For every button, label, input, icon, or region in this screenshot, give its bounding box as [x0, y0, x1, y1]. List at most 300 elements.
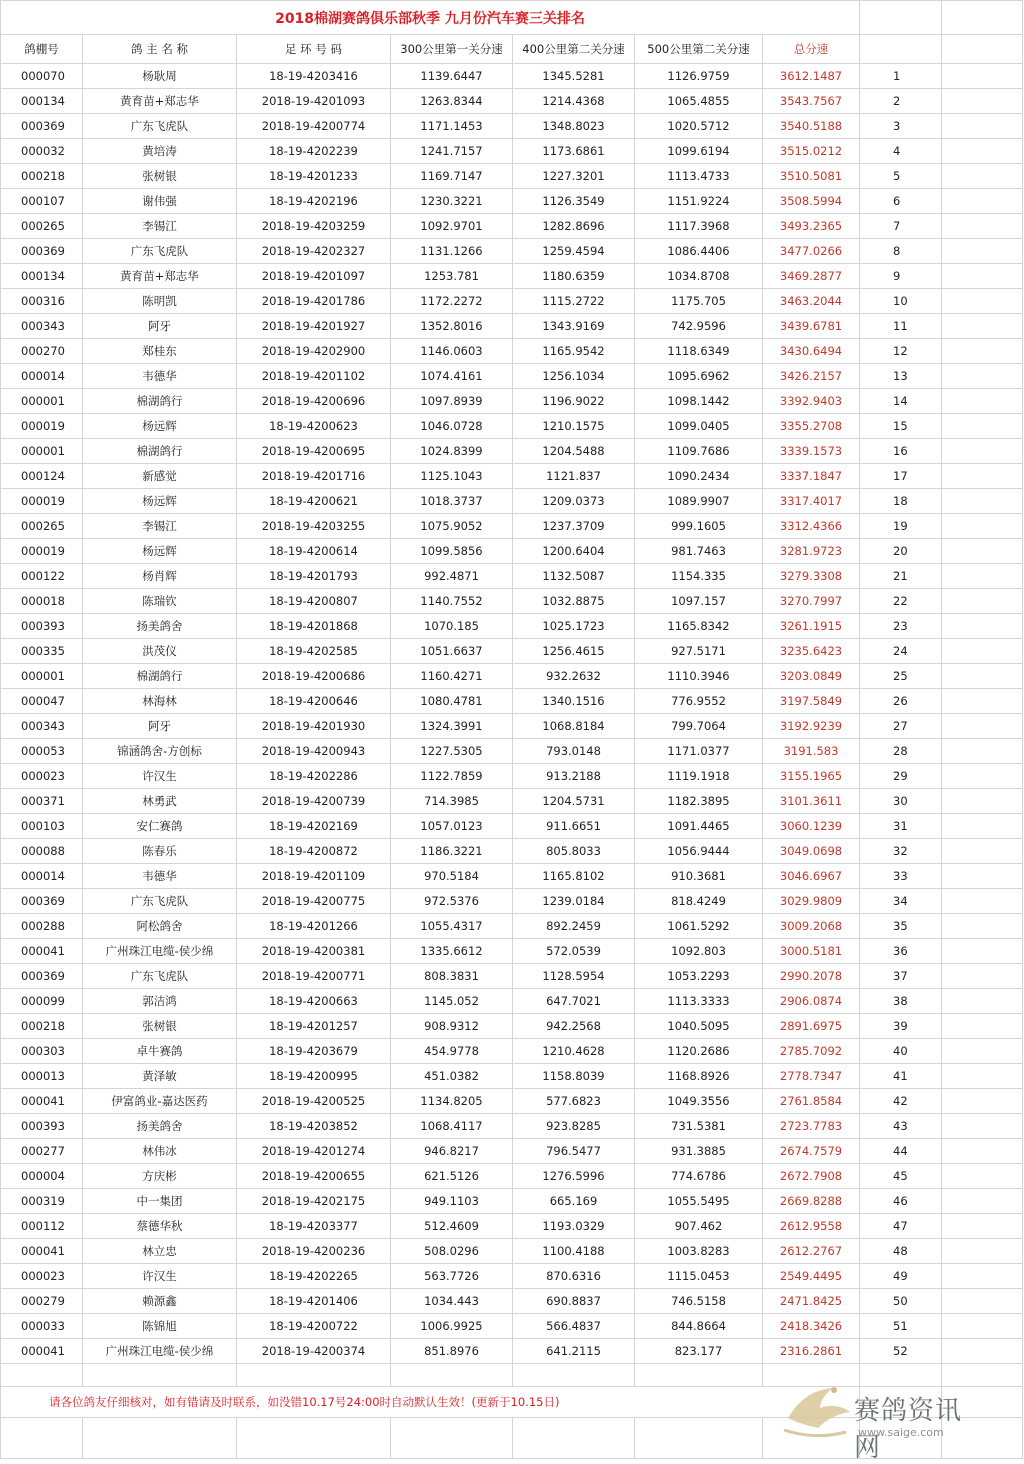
speed-500-cell: 1049.3556 [635, 1089, 763, 1114]
rank-cell: 28 [860, 739, 942, 764]
rank-cell: 19 [860, 514, 942, 539]
ring-number-cell: 18-19-4201793 [237, 564, 391, 589]
total-speed-cell: 3191.583 [763, 739, 860, 764]
total-speed-cell: 2612.9558 [763, 1214, 860, 1239]
table-row [1, 889, 1023, 914]
owner-name-cell: 广东飞虎队 [83, 889, 237, 914]
rank-cell: 18 [860, 489, 942, 514]
owner-name-cell: 卓牛赛鸽 [83, 1039, 237, 1064]
rank-cell: 6 [860, 189, 942, 214]
loft-number-cell: 000319 [1, 1189, 83, 1214]
loft-number-cell: 000099 [1, 989, 83, 1014]
table-row [1, 1114, 1023, 1139]
loft-number-cell: 000019 [1, 414, 83, 439]
table-row [1, 339, 1023, 364]
total-speed-cell: 2785.7092 [763, 1039, 860, 1064]
owner-name-cell: 广州珠江电缆-侯少绵 [83, 1339, 237, 1364]
ring-number-cell: 2018-19-4202900 [237, 339, 391, 364]
total-speed-cell: 2418.3426 [763, 1314, 860, 1339]
speed-300-cell: 1145.052 [391, 989, 513, 1014]
speed-500-cell: 776.9552 [635, 689, 763, 714]
speed-400-cell: 647.7021 [513, 989, 635, 1014]
empty-cell [513, 1418, 635, 1459]
total-speed-cell: 2761.8584 [763, 1089, 860, 1114]
ring-number-cell: 2018-19-4200695 [237, 439, 391, 464]
ring-number-cell: 18-19-4200646 [237, 689, 391, 714]
empty-cell [942, 564, 1023, 589]
loft-number-cell: 000218 [1, 164, 83, 189]
speed-300-cell: 1134.8205 [391, 1089, 513, 1114]
speed-500-cell: 818.4249 [635, 889, 763, 914]
speed-400-cell: 923.8285 [513, 1114, 635, 1139]
speed-300-cell: 1097.8939 [391, 389, 513, 414]
rank-cell: 48 [860, 1239, 942, 1264]
empty-cell [942, 689, 1023, 714]
speed-300-cell: 621.5126 [391, 1164, 513, 1189]
speed-500-cell: 1115.0453 [635, 1264, 763, 1289]
table-row [1, 739, 1023, 764]
col-header-speed-500: 500公里第二关分速 [635, 35, 763, 64]
empty-cell [942, 264, 1023, 289]
table-row [1, 939, 1023, 964]
empty-cell [942, 714, 1023, 739]
speed-400-cell: 1209.0373 [513, 489, 635, 514]
table-row [1, 964, 1023, 989]
ring-number-cell: 2018-19-4202327 [237, 239, 391, 264]
ring-number-cell: 2018-19-4200774 [237, 114, 391, 139]
ring-number-cell: 2018-19-4202175 [237, 1189, 391, 1214]
speed-400-cell: 942.2568 [513, 1014, 635, 1039]
speed-500-cell: 910.3681 [635, 864, 763, 889]
sheet-title: 2018棉湖赛鸽俱乐部秋季 九月份汽车赛三关排名 [1, 1, 860, 35]
speed-400-cell: 566.4837 [513, 1314, 635, 1339]
loft-number-cell: 000343 [1, 314, 83, 339]
loft-number-cell: 000369 [1, 889, 83, 914]
owner-name-cell: 谢伟强 [83, 189, 237, 214]
ring-number-cell: 18-19-4201266 [237, 914, 391, 939]
owner-name-cell: 杨远辉 [83, 489, 237, 514]
total-speed-cell: 3203.0849 [763, 664, 860, 689]
speed-300-cell: 992.4871 [391, 564, 513, 589]
table-row [1, 1314, 1023, 1339]
loft-number-cell: 000023 [1, 1264, 83, 1289]
ring-number-cell: 18-19-4201406 [237, 1289, 391, 1314]
ring-number-cell: 18-19-4200807 [237, 589, 391, 614]
rank-cell: 20 [860, 539, 942, 564]
speed-500-cell: 799.7064 [635, 714, 763, 739]
rank-cell: 10 [860, 289, 942, 314]
speed-500-cell: 1020.5712 [635, 114, 763, 139]
speed-400-cell: 1237.3709 [513, 514, 635, 539]
loft-number-cell: 000279 [1, 1289, 83, 1314]
speed-300-cell: 454.9778 [391, 1039, 513, 1064]
table-row [1, 214, 1023, 239]
empty-cell [942, 1264, 1023, 1289]
empty-cell [237, 1364, 391, 1387]
rank-cell: 40 [860, 1039, 942, 1064]
loft-number-cell: 000303 [1, 1039, 83, 1064]
total-speed-cell: 3426.2157 [763, 364, 860, 389]
owner-name-cell: 陈春乐 [83, 839, 237, 864]
speed-500-cell: 1089.9907 [635, 489, 763, 514]
loft-number-cell: 000041 [1, 939, 83, 964]
ring-number-cell: 18-19-4201257 [237, 1014, 391, 1039]
empty-cell [942, 414, 1023, 439]
table-row [1, 389, 1023, 414]
ring-number-cell: 18-19-4200614 [237, 539, 391, 564]
rank-cell: 30 [860, 789, 942, 814]
owner-name-cell: 棉湖鸽行 [83, 439, 237, 464]
empty-cell [942, 189, 1023, 214]
rank-cell: 46 [860, 1189, 942, 1214]
total-speed-cell: 3543.7567 [763, 89, 860, 114]
speed-300-cell: 1034.443 [391, 1289, 513, 1314]
empty-cell [942, 889, 1023, 914]
speed-300-cell: 1046.0728 [391, 414, 513, 439]
total-speed-cell: 3192.9239 [763, 714, 860, 739]
loft-number-cell: 000316 [1, 289, 83, 314]
owner-name-cell: 棉湖鸽行 [83, 389, 237, 414]
rank-cell: 27 [860, 714, 942, 739]
speed-400-cell: 932.2632 [513, 664, 635, 689]
speed-500-cell: 1098.1442 [635, 389, 763, 414]
rank-cell: 9 [860, 264, 942, 289]
rank-cell: 23 [860, 614, 942, 639]
speed-400-cell: 690.8837 [513, 1289, 635, 1314]
total-speed-cell: 3392.9403 [763, 389, 860, 414]
speed-500-cell: 1040.5095 [635, 1014, 763, 1039]
loft-number-cell: 000053 [1, 739, 83, 764]
ring-number-cell: 2018-19-4201102 [237, 364, 391, 389]
speed-300-cell: 1146.0603 [391, 339, 513, 364]
ring-number-cell: 18-19-4203679 [237, 1039, 391, 1064]
speed-500-cell: 1095.6962 [635, 364, 763, 389]
ring-number-cell: 18-19-4201868 [237, 614, 391, 639]
ring-number-cell: 2018-19-4203259 [237, 214, 391, 239]
empty-cell [942, 814, 1023, 839]
loft-number-cell: 000032 [1, 139, 83, 164]
table-row [1, 64, 1023, 89]
rank-cell: 51 [860, 1314, 942, 1339]
speed-400-cell: 1256.4615 [513, 639, 635, 664]
table-row [1, 914, 1023, 939]
ring-number-cell: 18-19-4203377 [237, 1214, 391, 1239]
speed-400-cell: 913.2188 [513, 764, 635, 789]
speed-500-cell: 1090.2434 [635, 464, 763, 489]
total-speed-cell: 2672.7908 [763, 1164, 860, 1189]
speed-500-cell: 927.5171 [635, 639, 763, 664]
speed-400-cell: 1128.5954 [513, 964, 635, 989]
total-speed-cell: 3339.1573 [763, 439, 860, 464]
speed-400-cell: 1214.4368 [513, 89, 635, 114]
rank-cell: 26 [860, 689, 942, 714]
empty-cell [942, 1214, 1023, 1239]
speed-300-cell: 1160.4271 [391, 664, 513, 689]
owner-name-cell: 陈明凯 [83, 289, 237, 314]
loft-number-cell: 000134 [1, 89, 83, 114]
rank-cell: 44 [860, 1139, 942, 1164]
rank-cell: 31 [860, 814, 942, 839]
ring-number-cell: 2018-19-4200771 [237, 964, 391, 989]
ring-number-cell: 2018-19-4200686 [237, 664, 391, 689]
speed-400-cell: 1165.8102 [513, 864, 635, 889]
loft-number-cell: 000369 [1, 964, 83, 989]
speed-300-cell: 1018.3737 [391, 489, 513, 514]
loft-number-cell: 000019 [1, 539, 83, 564]
empty-cell [942, 114, 1023, 139]
empty-cell [942, 214, 1023, 239]
owner-name-cell: 广东飞虎队 [83, 114, 237, 139]
ring-number-cell: 18-19-4201233 [237, 164, 391, 189]
owner-name-cell: 郑桂东 [83, 339, 237, 364]
owner-name-cell: 韦德华 [83, 364, 237, 389]
total-speed-cell: 3009.2068 [763, 914, 860, 939]
speed-300-cell: 1024.8399 [391, 439, 513, 464]
ring-number-cell: 18-19-4200995 [237, 1064, 391, 1089]
owner-name-cell: 韦德华 [83, 864, 237, 889]
table-row [1, 1089, 1023, 1114]
speed-400-cell: 1348.8023 [513, 114, 635, 139]
empty-cell [942, 1314, 1023, 1339]
speed-300-cell: 1122.7859 [391, 764, 513, 789]
loft-number-cell: 000265 [1, 514, 83, 539]
empty-cell [860, 1, 942, 35]
owner-name-cell: 广州珠江电缆-侯少绵 [83, 939, 237, 964]
ring-number-cell: 2018-19-4201093 [237, 89, 391, 114]
total-speed-cell: 2674.7579 [763, 1139, 860, 1164]
speed-300-cell: 970.5184 [391, 864, 513, 889]
owner-name-cell: 阿牙 [83, 714, 237, 739]
owner-name-cell: 扬美鸽舍 [83, 614, 237, 639]
speed-500-cell: 1086.4406 [635, 239, 763, 264]
table-row [1, 1164, 1023, 1189]
speed-300-cell: 1006.9925 [391, 1314, 513, 1339]
speed-400-cell: 1204.5488 [513, 439, 635, 464]
loft-number-cell: 000001 [1, 389, 83, 414]
owner-name-cell: 张树银 [83, 164, 237, 189]
total-speed-cell: 3101.3611 [763, 789, 860, 814]
owner-name-cell: 黄育苗+郑志华 [83, 89, 237, 114]
ring-number-cell: 2018-19-4200236 [237, 1239, 391, 1264]
speed-500-cell: 1117.3968 [635, 214, 763, 239]
ring-number-cell: 18-19-4200621 [237, 489, 391, 514]
owner-name-cell: 阿松鸽舍 [83, 914, 237, 939]
owner-name-cell: 洪茂仪 [83, 639, 237, 664]
watermark-site-name: 赛鸽资讯网 [854, 1396, 963, 1463]
table-row [1, 189, 1023, 214]
speed-400-cell: 1210.1575 [513, 414, 635, 439]
empty-cell [942, 1164, 1023, 1189]
speed-400-cell: 1239.0184 [513, 889, 635, 914]
table-row [1, 539, 1023, 564]
total-speed-cell: 2471.8425 [763, 1289, 860, 1314]
speed-300-cell: 908.9312 [391, 1014, 513, 1039]
loft-number-cell: 000041 [1, 1339, 83, 1364]
empty-cell [942, 1014, 1023, 1039]
empty-cell [1, 1364, 83, 1387]
rank-cell: 37 [860, 964, 942, 989]
loft-number-cell: 000369 [1, 239, 83, 264]
rank-cell: 13 [860, 364, 942, 389]
speed-400-cell: 805.8033 [513, 839, 635, 864]
ring-number-cell: 18-19-4202196 [237, 189, 391, 214]
ring-number-cell: 2018-19-4200655 [237, 1164, 391, 1189]
speed-400-cell: 1256.1034 [513, 364, 635, 389]
loft-number-cell: 000393 [1, 614, 83, 639]
table-row [1, 839, 1023, 864]
speed-500-cell: 907.462 [635, 1214, 763, 1239]
rank-cell: 41 [860, 1064, 942, 1089]
loft-number-cell: 000018 [1, 589, 83, 614]
total-speed-cell: 2723.7783 [763, 1114, 860, 1139]
speed-500-cell: 1065.4855 [635, 89, 763, 114]
table-row [1, 1014, 1023, 1039]
empty-cell [942, 1339, 1023, 1364]
speed-500-cell: 1092.803 [635, 939, 763, 964]
empty-cell [942, 1189, 1023, 1214]
total-speed-cell: 3515.0212 [763, 139, 860, 164]
total-speed-cell: 2778.7347 [763, 1064, 860, 1089]
speed-500-cell: 981.7463 [635, 539, 763, 564]
speed-400-cell: 1032.8875 [513, 589, 635, 614]
table-row [1, 989, 1023, 1014]
owner-name-cell: 李锡江 [83, 514, 237, 539]
speed-400-cell: 1158.8039 [513, 1064, 635, 1089]
empty-cell [942, 514, 1023, 539]
speed-300-cell: 1171.1453 [391, 114, 513, 139]
speed-400-cell: 1180.6359 [513, 264, 635, 289]
rank-cell: 4 [860, 139, 942, 164]
speed-500-cell: 1168.8926 [635, 1064, 763, 1089]
speed-500-cell: 844.8664 [635, 1314, 763, 1339]
ring-number-cell: 18-19-4202585 [237, 639, 391, 664]
loft-number-cell: 000270 [1, 339, 83, 364]
rank-cell: 5 [860, 164, 942, 189]
ring-number-cell: 18-19-4200722 [237, 1314, 391, 1339]
ring-number-cell: 2018-19-4201274 [237, 1139, 391, 1164]
total-speed-cell: 3510.5081 [763, 164, 860, 189]
empty-cell [942, 914, 1023, 939]
col-header-loft: 鸽棚号 [1, 35, 83, 64]
rank-cell: 17 [860, 464, 942, 489]
speed-400-cell: 793.0148 [513, 739, 635, 764]
table-row [1, 614, 1023, 639]
speed-500-cell: 999.1605 [635, 514, 763, 539]
speed-400-cell: 1132.5087 [513, 564, 635, 589]
owner-name-cell: 张树银 [83, 1014, 237, 1039]
speed-300-cell: 972.5376 [391, 889, 513, 914]
rank-cell: 50 [860, 1289, 942, 1314]
rank-cell: 45 [860, 1164, 942, 1189]
table-row [1, 164, 1023, 189]
speed-400-cell: 572.0539 [513, 939, 635, 964]
ring-number-cell: 18-19-4202239 [237, 139, 391, 164]
table-row [1, 764, 1023, 789]
total-speed-cell: 2906.0874 [763, 989, 860, 1014]
empty-cell [942, 664, 1023, 689]
empty-cell [942, 139, 1023, 164]
rank-cell: 38 [860, 989, 942, 1014]
table-row [1, 1264, 1023, 1289]
empty-cell [83, 1364, 237, 1387]
speed-500-cell: 774.6786 [635, 1164, 763, 1189]
table-row [1, 1239, 1023, 1264]
empty-cell [942, 589, 1023, 614]
total-speed-cell: 3197.5849 [763, 689, 860, 714]
owner-name-cell: 棉湖鸽行 [83, 664, 237, 689]
total-speed-cell: 3355.2708 [763, 414, 860, 439]
owner-name-cell: 林伟冰 [83, 1139, 237, 1164]
speed-400-cell: 641.2115 [513, 1339, 635, 1364]
empty-cell [942, 314, 1023, 339]
rank-cell: 34 [860, 889, 942, 914]
empty-cell [237, 1418, 391, 1459]
loft-number-cell: 000218 [1, 1014, 83, 1039]
empty-cell [635, 1364, 763, 1387]
speed-400-cell: 1259.4594 [513, 239, 635, 264]
speed-300-cell: 1055.4317 [391, 914, 513, 939]
table-row [1, 689, 1023, 714]
owner-name-cell: 扬美鸽舍 [83, 1114, 237, 1139]
ring-number-cell: 2018-19-4200696 [237, 389, 391, 414]
owner-name-cell: 赖源鑫 [83, 1289, 237, 1314]
speed-500-cell: 1053.2293 [635, 964, 763, 989]
speed-500-cell: 742.9596 [635, 314, 763, 339]
empty-cell [391, 1364, 513, 1387]
total-speed-cell: 3060.1239 [763, 814, 860, 839]
loft-number-cell: 000014 [1, 364, 83, 389]
speed-300-cell: 1186.3221 [391, 839, 513, 864]
ring-number-cell: 18-19-4203852 [237, 1114, 391, 1139]
loft-number-cell: 000107 [1, 189, 83, 214]
speed-300-cell: 1057.0123 [391, 814, 513, 839]
loft-number-cell: 000019 [1, 489, 83, 514]
owner-name-cell: 黄泽敏 [83, 1064, 237, 1089]
speed-300-cell: 808.3831 [391, 964, 513, 989]
speed-300-cell: 563.7726 [391, 1264, 513, 1289]
empty-cell [942, 164, 1023, 189]
owner-name-cell: 郭洁鸿 [83, 989, 237, 1014]
speed-400-cell: 1173.6861 [513, 139, 635, 164]
owner-name-cell: 广东飞虎队 [83, 239, 237, 264]
rank-cell: 43 [860, 1114, 942, 1139]
table-row [1, 439, 1023, 464]
footer-note: 请各位鸽友仔细核对，如有错请及时联系，如没错10.17号24:00时自动默认生效！(更新于10.15日) [1, 1387, 860, 1418]
ring-number-cell: 2018-19-4201716 [237, 464, 391, 489]
ring-number-cell: 18-19-4203416 [237, 64, 391, 89]
owner-name-cell: 黄育苗+郑志华 [83, 264, 237, 289]
empty-cell [942, 1039, 1023, 1064]
total-speed-cell: 2990.2078 [763, 964, 860, 989]
speed-400-cell: 796.5477 [513, 1139, 635, 1164]
rank-cell: 29 [860, 764, 942, 789]
total-speed-cell: 3337.1847 [763, 464, 860, 489]
speed-400-cell: 892.2459 [513, 914, 635, 939]
loft-number-cell: 000343 [1, 714, 83, 739]
speed-300-cell: 1125.1043 [391, 464, 513, 489]
total-speed-cell: 3049.0698 [763, 839, 860, 864]
loft-number-cell: 000023 [1, 764, 83, 789]
loft-number-cell: 000014 [1, 864, 83, 889]
total-speed-cell: 3430.6494 [763, 339, 860, 364]
table-row [1, 364, 1023, 389]
speed-300-cell: 1074.4161 [391, 364, 513, 389]
speed-400-cell: 1345.5281 [513, 64, 635, 89]
ring-number-cell: 2018-19-4200775 [237, 889, 391, 914]
empty-cell [942, 1139, 1023, 1164]
rank-cell: 11 [860, 314, 942, 339]
rank-cell: 36 [860, 939, 942, 964]
